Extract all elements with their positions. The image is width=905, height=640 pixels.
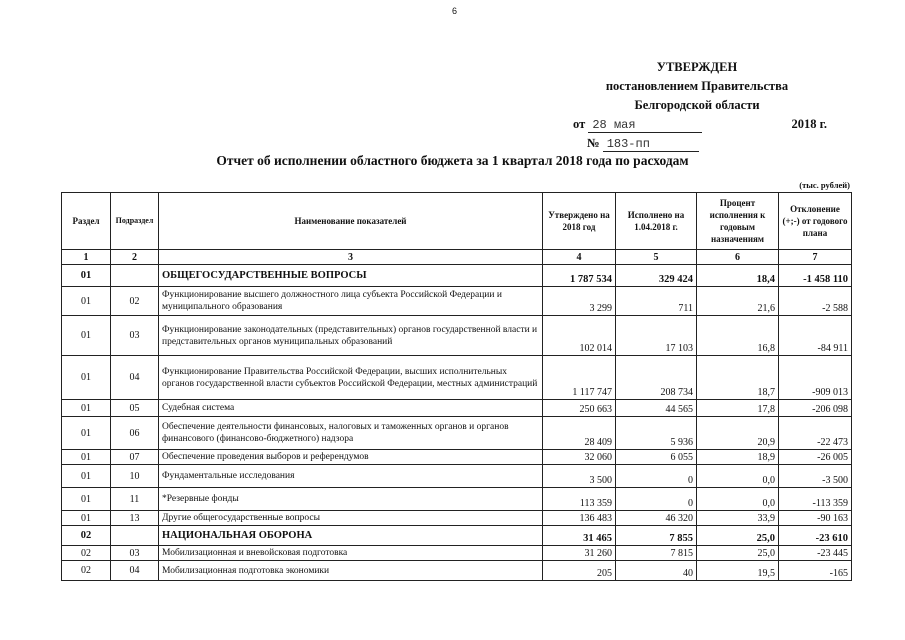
cell-name: Обеспечение деятельности финансовых, налоговых и таможенных органов и органов финансового (финансово-бюджетного) надзора <box>159 417 543 450</box>
table-row <box>62 526 852 546</box>
cell-deviation: -3 500 <box>779 465 852 488</box>
col-index: 3 <box>159 250 543 265</box>
col-index: 7 <box>779 250 852 265</box>
cell-razdel: 01 <box>62 287 111 316</box>
cell-name: Функционирование высшего должностного лица субъекта Российской Федерации и муниципального образования <box>159 287 543 316</box>
cell-name: Судебная система <box>159 400 543 417</box>
cell-razdel: 01 <box>62 356 111 400</box>
cell-deviation: -1 458 110 <box>779 265 852 287</box>
cell-percent: 18,4 <box>697 265 779 287</box>
approval-block <box>567 58 827 153</box>
date-prefix: от <box>573 117 586 131</box>
cell-approved: 31 465 <box>543 526 616 546</box>
col-index: 5 <box>616 250 697 265</box>
cell-approved: 250 663 <box>543 400 616 417</box>
handwritten-number: 183-пп <box>603 137 699 152</box>
cell-deviation: -2 588 <box>779 287 852 316</box>
table-row <box>62 400 852 417</box>
cell-razdel: 01 <box>62 465 111 488</box>
cell-podrazdel: 11 <box>111 488 159 511</box>
approval-number-row <box>567 134 827 153</box>
cell-podrazdel: 06 <box>111 417 159 450</box>
cell-approved: 205 <box>543 561 616 581</box>
cell-executed: 208 734 <box>616 356 697 400</box>
cell-deviation: -26 005 <box>779 450 852 465</box>
cell-deviation: -22 473 <box>779 417 852 450</box>
cell-percent: 25,0 <box>697 546 779 561</box>
cell-name: Фундаментальные исследования <box>159 465 543 488</box>
cell-razdel: 01 <box>62 265 111 287</box>
cell-approved: 102 014 <box>543 316 616 356</box>
header-deviation: Отклонение (+;-) от годового плана <box>779 193 852 250</box>
cell-executed: 44 565 <box>616 400 697 417</box>
cell-name: Функционирование законодательных (представительных) органов государственной власти и представительных органов муниципальных образований <box>159 316 543 356</box>
cell-podrazdel <box>111 265 159 287</box>
cell-podrazdel: 05 <box>111 400 159 417</box>
cell-executed: 17 103 <box>616 316 697 356</box>
cell-razdel: 01 <box>62 511 111 526</box>
cell-approved: 32 060 <box>543 450 616 465</box>
cell-deviation: -206 098 <box>779 400 852 417</box>
table-row <box>62 511 852 526</box>
cell-podrazdel: 13 <box>111 511 159 526</box>
approval-line-2: постановлением Правительства <box>605 79 789 93</box>
expenditure-table <box>61 192 852 581</box>
cell-executed: 7 855 <box>616 526 697 546</box>
cell-executed: 329 424 <box>616 265 697 287</box>
header-percent: Процент исполнения к годовым назначениям <box>697 193 779 250</box>
cell-deviation: -113 359 <box>779 488 852 511</box>
cell-podrazdel: 04 <box>111 356 159 400</box>
cell-executed: 40 <box>616 561 697 581</box>
cell-executed: 5 936 <box>616 417 697 450</box>
cell-deviation: -165 <box>779 561 852 581</box>
cell-razdel: 02 <box>62 526 111 546</box>
cell-name: Мобилизационная и вневойсковая подготовка <box>159 546 543 561</box>
table-row <box>62 546 852 561</box>
cell-executed: 711 <box>616 287 697 316</box>
table-row <box>62 465 852 488</box>
cell-approved: 1 787 534 <box>543 265 616 287</box>
cell-name: НАЦИОНАЛЬНАЯ ОБОРОНА <box>159 526 543 546</box>
table-row <box>62 561 852 581</box>
cell-executed: 0 <box>616 465 697 488</box>
col-index: 1 <box>62 250 111 265</box>
table-row <box>62 356 852 400</box>
cell-name: *Резервные фонды <box>159 488 543 511</box>
cell-executed: 0 <box>616 488 697 511</box>
cell-executed: 46 320 <box>616 511 697 526</box>
cell-percent: 33,9 <box>697 511 779 526</box>
table-row <box>62 450 852 465</box>
header-name: Наименование показателей <box>159 193 543 250</box>
cell-percent: 0,0 <box>697 488 779 511</box>
cell-approved: 113 359 <box>543 488 616 511</box>
cell-podrazdel: 03 <box>111 316 159 356</box>
cell-percent: 19,5 <box>697 561 779 581</box>
cell-name: Другие общегосударственные вопросы <box>159 511 543 526</box>
cell-approved: 3 299 <box>543 287 616 316</box>
cell-podrazdel: 10 <box>111 465 159 488</box>
cell-percent: 16,8 <box>697 316 779 356</box>
cell-name: Обеспечение проведения выборов и референдумов <box>159 450 543 465</box>
cell-percent: 20,9 <box>697 417 779 450</box>
report-title: Отчет об исполнении областного бюджета за 1 квартал 2018 года по расходам <box>216 153 689 168</box>
cell-podrazdel: 07 <box>111 450 159 465</box>
cell-podrazdel: 03 <box>111 546 159 561</box>
cell-percent: 21,6 <box>697 287 779 316</box>
header-razdel: Раздел <box>62 193 111 250</box>
header-podrazdel: Подраздел <box>111 193 159 250</box>
approval-year: 2018 г. <box>791 117 827 131</box>
cell-podrazdel <box>111 526 159 546</box>
cell-percent: 25,0 <box>697 526 779 546</box>
table-row <box>62 265 852 287</box>
col-index: 4 <box>543 250 616 265</box>
cell-name: Функционирование Правительства Российской Федерации, высших исполнительных органов государственной власти субъектов Российской Федерации, местных администраций <box>159 356 543 400</box>
cell-podrazdel: 04 <box>111 561 159 581</box>
number-prefix: № <box>587 136 600 150</box>
table-header-row <box>62 193 852 250</box>
cell-deviation: -90 163 <box>779 511 852 526</box>
cell-razdel: 01 <box>62 488 111 511</box>
cell-razdel: 01 <box>62 450 111 465</box>
table-row <box>62 316 852 356</box>
cell-name: ОБЩЕГОСУДАРСТВЕННЫЕ ВОПРОСЫ <box>159 265 543 287</box>
header-executed: Исполнено на 1.04.2018 г. <box>616 193 697 250</box>
cell-razdel: 02 <box>62 561 111 581</box>
cell-percent: 0,0 <box>697 465 779 488</box>
cell-approved: 1 117 747 <box>543 356 616 400</box>
table-row <box>62 488 852 511</box>
cell-deviation: -23 610 <box>779 526 852 546</box>
cell-razdel: 02 <box>62 546 111 561</box>
table-row <box>62 417 852 450</box>
units-note: (тыс. рублей) <box>799 180 850 190</box>
cell-razdel: 01 <box>62 316 111 356</box>
approval-heading: УТВЕРЖДЕН <box>656 60 738 74</box>
cell-razdel: 01 <box>62 400 111 417</box>
cell-approved: 28 409 <box>543 417 616 450</box>
cell-deviation: -909 013 <box>779 356 852 400</box>
cell-deviation: -23 445 <box>779 546 852 561</box>
cell-percent: 17,8 <box>697 400 779 417</box>
header-approved: Утверждено на 2018 год <box>543 193 616 250</box>
cell-executed: 7 815 <box>616 546 697 561</box>
cell-approved: 31 260 <box>543 546 616 561</box>
cell-percent: 18,9 <box>697 450 779 465</box>
handwritten-date: 28 мая <box>588 118 702 133</box>
cell-razdel: 01 <box>62 417 111 450</box>
approval-line-3: Белгородской области <box>634 98 760 112</box>
col-index: 6 <box>697 250 779 265</box>
cell-approved: 136 483 <box>543 511 616 526</box>
cell-approved: 3 500 <box>543 465 616 488</box>
col-index: 2 <box>111 250 159 265</box>
table-row <box>62 287 852 316</box>
cell-percent: 18,7 <box>697 356 779 400</box>
column-index-row <box>62 250 852 265</box>
approval-date-row <box>567 115 827 134</box>
cell-deviation: -84 911 <box>779 316 852 356</box>
cell-name: Мобилизационная подготовка экономики <box>159 561 543 581</box>
cell-podrazdel: 02 <box>111 287 159 316</box>
cell-executed: 6 055 <box>616 450 697 465</box>
page-number: 6 <box>452 6 458 16</box>
